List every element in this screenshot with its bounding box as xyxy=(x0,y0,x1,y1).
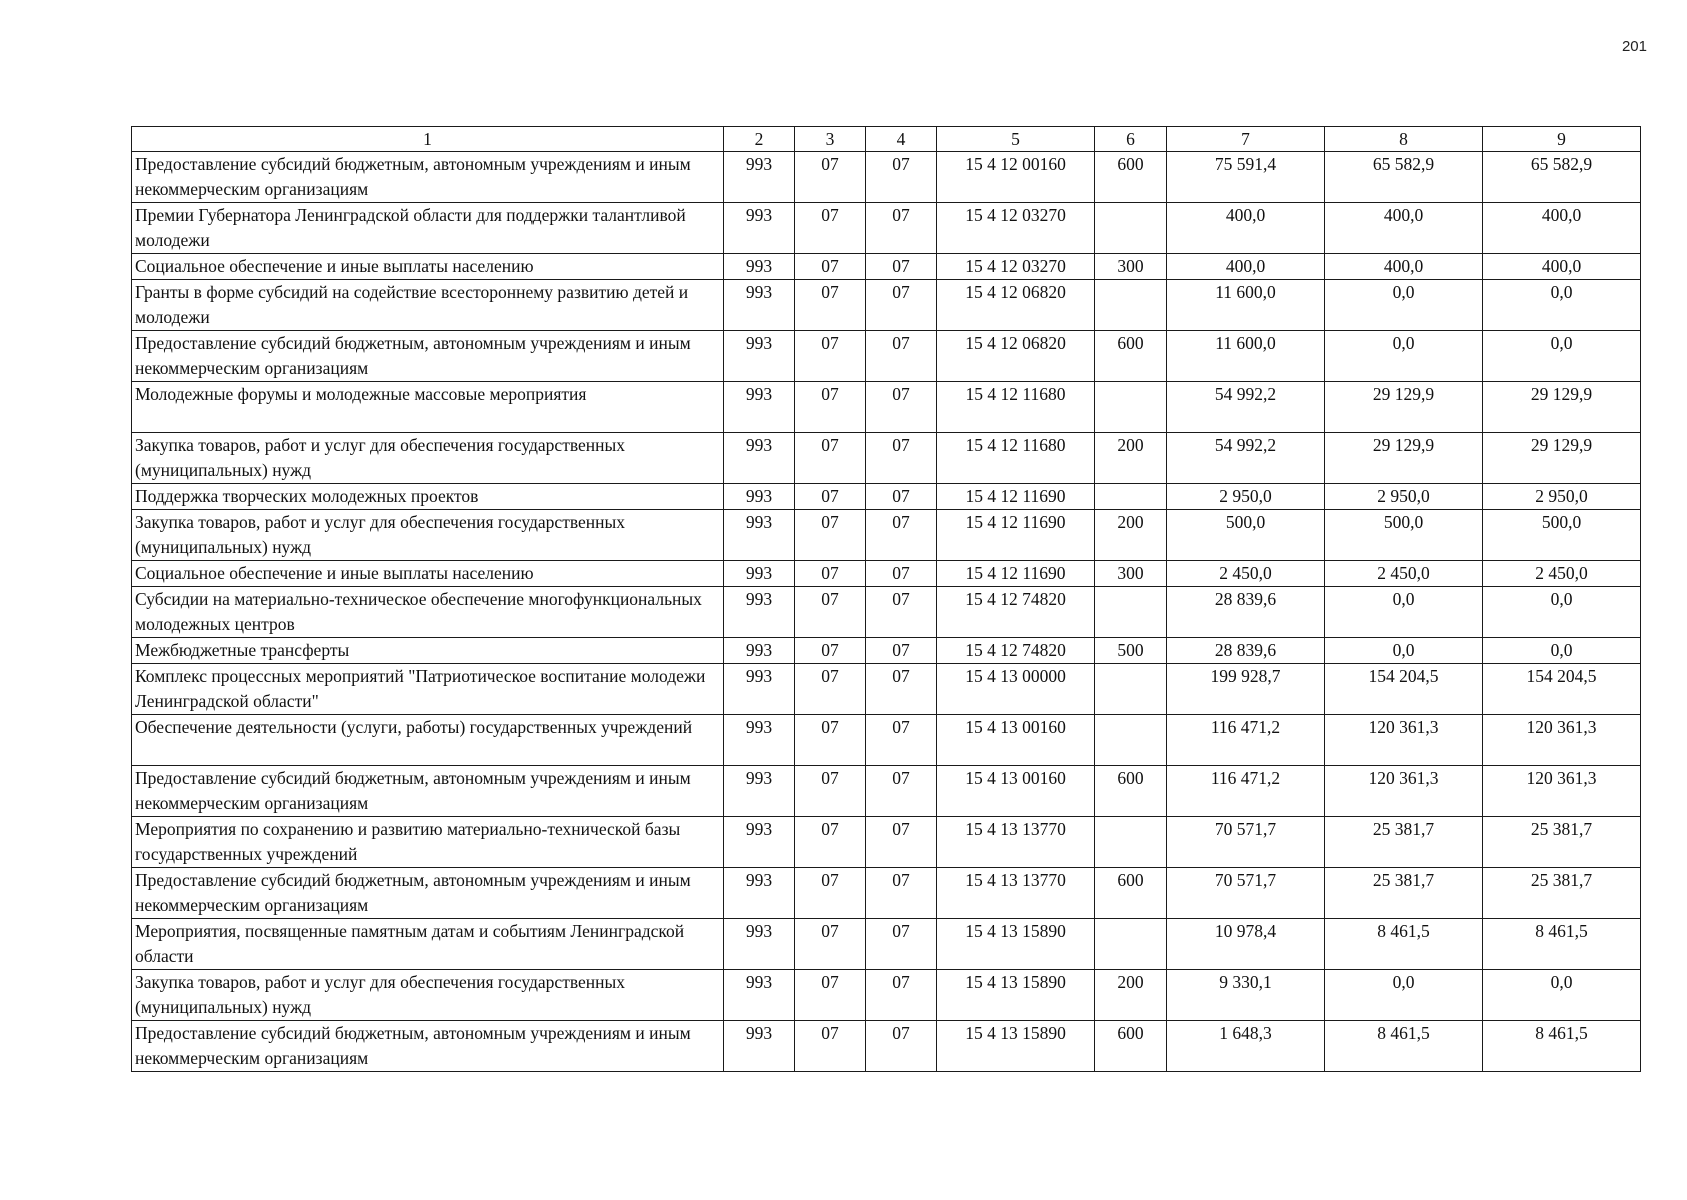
amount-year2-cell: 0,0 xyxy=(1325,587,1483,638)
subsection-code-cell: 07 xyxy=(866,766,937,817)
section-code-cell: 07 xyxy=(795,970,866,1021)
subsection-code-cell: 07 xyxy=(866,510,937,561)
amount-year1-cell: 116 471,2 xyxy=(1167,766,1325,817)
amount-year3-cell: 29 129,9 xyxy=(1483,433,1641,484)
expense-type-cell: 200 xyxy=(1095,510,1167,561)
table-row xyxy=(132,561,1641,587)
subsection-code-cell: 07 xyxy=(866,638,937,664)
column-header: 5 xyxy=(937,127,1095,152)
ministry-code-cell: 993 xyxy=(724,152,795,203)
expense-name-cell: Закупка товаров, работ и услуг для обеспечения государственных (муниципальных) нужд xyxy=(132,433,724,484)
expense-type-cell xyxy=(1095,715,1167,766)
section-code-cell: 07 xyxy=(795,152,866,203)
table-row xyxy=(132,868,1641,919)
expense-type-cell: 600 xyxy=(1095,152,1167,203)
ministry-code-cell: 993 xyxy=(724,382,795,433)
table-row xyxy=(132,664,1641,715)
target-article-cell: 15 4 12 74820 xyxy=(937,587,1095,638)
table-row xyxy=(132,484,1641,510)
amount-year1-cell: 2 450,0 xyxy=(1167,561,1325,587)
amount-year3-cell: 0,0 xyxy=(1483,331,1641,382)
amount-year1-cell: 11 600,0 xyxy=(1167,331,1325,382)
subsection-code-cell: 07 xyxy=(866,254,937,280)
subsection-code-cell: 07 xyxy=(866,280,937,331)
column-header: 2 xyxy=(724,127,795,152)
column-header: 7 xyxy=(1167,127,1325,152)
expense-type-cell xyxy=(1095,919,1167,970)
expense-type-cell: 600 xyxy=(1095,331,1167,382)
section-code-cell: 07 xyxy=(795,715,866,766)
ministry-code-cell: 993 xyxy=(724,868,795,919)
amount-year1-cell: 10 978,4 xyxy=(1167,919,1325,970)
subsection-code-cell: 07 xyxy=(866,484,937,510)
expense-type-cell: 300 xyxy=(1095,561,1167,587)
amount-year3-cell: 120 361,3 xyxy=(1483,715,1641,766)
expense-name-cell: Мероприятия по сохранению и развитию материально-технической базы государственных учреждений xyxy=(132,817,724,868)
table-row xyxy=(132,331,1641,382)
expense-name-cell: Обеспечение деятельности (услуги, работы) государственных учреждений xyxy=(132,715,724,766)
target-article-cell: 15 4 12 11680 xyxy=(937,382,1095,433)
amount-year3-cell: 8 461,5 xyxy=(1483,1021,1641,1072)
ministry-code-cell: 993 xyxy=(724,587,795,638)
section-code-cell: 07 xyxy=(795,587,866,638)
amount-year3-cell: 0,0 xyxy=(1483,587,1641,638)
target-article-cell: 15 4 13 15890 xyxy=(937,970,1095,1021)
amount-year2-cell: 65 582,9 xyxy=(1325,152,1483,203)
expense-name-cell: Закупка товаров, работ и услуг для обеспечения государственных (муниципальных) нужд xyxy=(132,510,724,561)
page-number: 201 xyxy=(1621,38,1647,55)
expense-name-cell: Гранты в форме субсидий на содействие всестороннему развитию детей и молодежи xyxy=(132,280,724,331)
amount-year3-cell: 8 461,5 xyxy=(1483,919,1641,970)
amount-year2-cell: 500,0 xyxy=(1325,510,1483,561)
expense-type-cell xyxy=(1095,587,1167,638)
section-code-cell: 07 xyxy=(795,817,866,868)
subsection-code-cell: 07 xyxy=(866,433,937,484)
target-article-cell: 15 4 12 06820 xyxy=(937,280,1095,331)
section-code-cell: 07 xyxy=(795,433,866,484)
amount-year1-cell: 54 992,2 xyxy=(1167,382,1325,433)
amount-year3-cell: 500,0 xyxy=(1483,510,1641,561)
expense-name-cell: Премии Губернатора Ленинградской области для поддержки талантливой молодежи xyxy=(132,203,724,254)
table-row xyxy=(132,254,1641,280)
table-row xyxy=(132,433,1641,484)
section-code-cell: 07 xyxy=(795,919,866,970)
amount-year2-cell: 400,0 xyxy=(1325,254,1483,280)
target-article-cell: 15 4 13 13770 xyxy=(937,868,1095,919)
expense-name-cell: Предоставление субсидий бюджетным, автономным учреждениям и иным некоммерческим организациям xyxy=(132,152,724,203)
amount-year3-cell: 2 950,0 xyxy=(1483,484,1641,510)
amount-year2-cell: 0,0 xyxy=(1325,280,1483,331)
amount-year1-cell: 400,0 xyxy=(1167,203,1325,254)
amount-year3-cell: 0,0 xyxy=(1483,638,1641,664)
expense-type-cell xyxy=(1095,817,1167,868)
section-code-cell: 07 xyxy=(795,638,866,664)
expense-name-cell: Предоставление субсидий бюджетным, автономным учреждениям и иным некоммерческим организациям xyxy=(132,766,724,817)
subsection-code-cell: 07 xyxy=(866,919,937,970)
amount-year2-cell: 120 361,3 xyxy=(1325,715,1483,766)
amount-year2-cell: 400,0 xyxy=(1325,203,1483,254)
expense-name-cell: Молодежные форумы и молодежные массовые мероприятия xyxy=(132,382,724,433)
column-header: 4 xyxy=(866,127,937,152)
table-row xyxy=(132,510,1641,561)
table-row xyxy=(132,152,1641,203)
subsection-code-cell: 07 xyxy=(866,664,937,715)
amount-year1-cell: 11 600,0 xyxy=(1167,280,1325,331)
target-article-cell: 15 4 12 11690 xyxy=(937,484,1095,510)
table-row xyxy=(132,817,1641,868)
expense-name-cell: Предоставление субсидий бюджетным, автономным учреждениям и иным некоммерческим организациям xyxy=(132,1021,724,1072)
amount-year3-cell: 25 381,7 xyxy=(1483,817,1641,868)
table-row xyxy=(132,766,1641,817)
ministry-code-cell: 993 xyxy=(724,433,795,484)
target-article-cell: 15 4 12 06820 xyxy=(937,331,1095,382)
table-row xyxy=(132,1021,1641,1072)
expense-name-cell: Предоставление субсидий бюджетным, автономным учреждениям и иным некоммерческим организациям xyxy=(132,331,724,382)
section-code-cell: 07 xyxy=(795,868,866,919)
target-article-cell: 15 4 12 00160 xyxy=(937,152,1095,203)
ministry-code-cell: 993 xyxy=(724,254,795,280)
amount-year3-cell: 154 204,5 xyxy=(1483,664,1641,715)
amount-year1-cell: 1 648,3 xyxy=(1167,1021,1325,1072)
amount-year3-cell: 29 129,9 xyxy=(1483,382,1641,433)
subsection-code-cell: 07 xyxy=(866,203,937,254)
target-article-cell: 15 4 13 00160 xyxy=(937,715,1095,766)
table-row xyxy=(132,919,1641,970)
amount-year2-cell: 0,0 xyxy=(1325,638,1483,664)
target-article-cell: 15 4 13 13770 xyxy=(937,817,1095,868)
section-code-cell: 07 xyxy=(795,510,866,561)
expense-name-cell: Предоставление субсидий бюджетным, автономным учреждениям и иным некоммерческим организациям xyxy=(132,868,724,919)
amount-year2-cell: 8 461,5 xyxy=(1325,919,1483,970)
expense-name-cell: Поддержка творческих молодежных проектов xyxy=(132,484,724,510)
subsection-code-cell: 07 xyxy=(866,868,937,919)
amount-year1-cell: 70 571,7 xyxy=(1167,817,1325,868)
amount-year2-cell: 2 950,0 xyxy=(1325,484,1483,510)
amount-year1-cell: 28 839,6 xyxy=(1167,587,1325,638)
amount-year3-cell: 400,0 xyxy=(1483,254,1641,280)
expense-type-cell xyxy=(1095,664,1167,715)
expense-name-cell: Межбюджетные трансферты xyxy=(132,638,724,664)
section-code-cell: 07 xyxy=(795,254,866,280)
expense-type-cell: 600 xyxy=(1095,766,1167,817)
section-code-cell: 07 xyxy=(795,203,866,254)
expense-type-cell: 300 xyxy=(1095,254,1167,280)
expense-type-cell xyxy=(1095,203,1167,254)
amount-year3-cell: 0,0 xyxy=(1483,280,1641,331)
subsection-code-cell: 07 xyxy=(866,970,937,1021)
expense-name-cell: Комплекс процессных мероприятий "Патриотическое воспитание молодежи Ленинградской области" xyxy=(132,664,724,715)
amount-year2-cell: 25 381,7 xyxy=(1325,868,1483,919)
amount-year1-cell: 500,0 xyxy=(1167,510,1325,561)
section-code-cell: 07 xyxy=(795,1021,866,1072)
ministry-code-cell: 993 xyxy=(724,561,795,587)
target-article-cell: 15 4 12 11690 xyxy=(937,510,1095,561)
table-row xyxy=(132,638,1641,664)
ministry-code-cell: 993 xyxy=(724,817,795,868)
expense-type-cell: 500 xyxy=(1095,638,1167,664)
section-code-cell: 07 xyxy=(795,484,866,510)
amount-year3-cell: 65 582,9 xyxy=(1483,152,1641,203)
amount-year3-cell: 25 381,7 xyxy=(1483,868,1641,919)
amount-year1-cell: 199 928,7 xyxy=(1167,664,1325,715)
expense-type-cell: 600 xyxy=(1095,868,1167,919)
column-header: 6 xyxy=(1095,127,1167,152)
table-row xyxy=(132,587,1641,638)
amount-year3-cell: 2 450,0 xyxy=(1483,561,1641,587)
ministry-code-cell: 993 xyxy=(724,280,795,331)
expense-type-cell: 200 xyxy=(1095,970,1167,1021)
ministry-code-cell: 993 xyxy=(724,331,795,382)
amount-year2-cell: 8 461,5 xyxy=(1325,1021,1483,1072)
ministry-code-cell: 993 xyxy=(724,766,795,817)
target-article-cell: 15 4 13 00160 xyxy=(937,766,1095,817)
ministry-code-cell: 993 xyxy=(724,638,795,664)
subsection-code-cell: 07 xyxy=(866,817,937,868)
table-row xyxy=(132,715,1641,766)
amount-year1-cell: 54 992,2 xyxy=(1167,433,1325,484)
amount-year1-cell: 75 591,4 xyxy=(1167,152,1325,203)
amount-year1-cell: 400,0 xyxy=(1167,254,1325,280)
section-code-cell: 07 xyxy=(795,382,866,433)
target-article-cell: 15 4 13 15890 xyxy=(937,1021,1095,1072)
column-header: 9 xyxy=(1483,127,1641,152)
ministry-code-cell: 993 xyxy=(724,970,795,1021)
target-article-cell: 15 4 12 03270 xyxy=(937,203,1095,254)
expense-type-cell xyxy=(1095,484,1167,510)
target-article-cell: 15 4 12 11680 xyxy=(937,433,1095,484)
expense-type-cell xyxy=(1095,280,1167,331)
expense-name-cell: Субсидии на материально-техническое обеспечение многофункциональных молодежных центров xyxy=(132,587,724,638)
expense-name-cell: Мероприятия, посвященные памятным датам и событиям Ленинградской области xyxy=(132,919,724,970)
target-article-cell: 15 4 12 11690 xyxy=(937,561,1095,587)
ministry-code-cell: 993 xyxy=(724,484,795,510)
ministry-code-cell: 993 xyxy=(724,1021,795,1072)
target-article-cell: 15 4 12 03270 xyxy=(937,254,1095,280)
target-article-cell: 15 4 12 74820 xyxy=(937,638,1095,664)
table-body xyxy=(132,152,1641,1072)
subsection-code-cell: 07 xyxy=(866,587,937,638)
table-row xyxy=(132,382,1641,433)
table-row xyxy=(132,203,1641,254)
subsection-code-cell: 07 xyxy=(866,382,937,433)
target-article-cell: 15 4 13 00000 xyxy=(937,664,1095,715)
budget-table xyxy=(131,126,1641,1072)
amount-year3-cell: 0,0 xyxy=(1483,970,1641,1021)
subsection-code-cell: 07 xyxy=(866,561,937,587)
amount-year2-cell: 0,0 xyxy=(1325,331,1483,382)
expense-type-cell: 600 xyxy=(1095,1021,1167,1072)
subsection-code-cell: 07 xyxy=(866,1021,937,1072)
amount-year2-cell: 2 450,0 xyxy=(1325,561,1483,587)
amount-year3-cell: 120 361,3 xyxy=(1483,766,1641,817)
amount-year1-cell: 116 471,2 xyxy=(1167,715,1325,766)
subsection-code-cell: 07 xyxy=(866,331,937,382)
amount-year1-cell: 70 571,7 xyxy=(1167,868,1325,919)
ministry-code-cell: 993 xyxy=(724,510,795,561)
ministry-code-cell: 993 xyxy=(724,203,795,254)
column-header: 3 xyxy=(795,127,866,152)
expense-name-cell: Закупка товаров, работ и услуг для обеспечения государственных (муниципальных) нужд xyxy=(132,970,724,1021)
amount-year2-cell: 154 204,5 xyxy=(1325,664,1483,715)
table-row xyxy=(132,970,1641,1021)
amount-year2-cell: 29 129,9 xyxy=(1325,382,1483,433)
section-code-cell: 07 xyxy=(795,766,866,817)
ministry-code-cell: 993 xyxy=(724,664,795,715)
amount-year3-cell: 400,0 xyxy=(1483,203,1641,254)
expense-name-cell: Социальное обеспечение и иные выплаты населению xyxy=(132,254,724,280)
table-row xyxy=(132,280,1641,331)
expense-type-cell: 200 xyxy=(1095,433,1167,484)
column-header: 1 xyxy=(132,127,724,152)
column-header: 8 xyxy=(1325,127,1483,152)
header-row xyxy=(132,127,1641,152)
section-code-cell: 07 xyxy=(795,331,866,382)
section-code-cell: 07 xyxy=(795,280,866,331)
amount-year1-cell: 9 330,1 xyxy=(1167,970,1325,1021)
section-code-cell: 07 xyxy=(795,664,866,715)
amount-year2-cell: 29 129,9 xyxy=(1325,433,1483,484)
subsection-code-cell: 07 xyxy=(866,715,937,766)
expense-type-cell xyxy=(1095,382,1167,433)
amount-year2-cell: 120 361,3 xyxy=(1325,766,1483,817)
target-article-cell: 15 4 13 15890 xyxy=(937,919,1095,970)
expense-name-cell: Социальное обеспечение и иные выплаты населению xyxy=(132,561,724,587)
ministry-code-cell: 993 xyxy=(724,715,795,766)
amount-year2-cell: 0,0 xyxy=(1325,970,1483,1021)
ministry-code-cell: 993 xyxy=(724,919,795,970)
amount-year1-cell: 28 839,6 xyxy=(1167,638,1325,664)
amount-year2-cell: 25 381,7 xyxy=(1325,817,1483,868)
amount-year1-cell: 2 950,0 xyxy=(1167,484,1325,510)
subsection-code-cell: 07 xyxy=(866,152,937,203)
section-code-cell: 07 xyxy=(795,561,866,587)
